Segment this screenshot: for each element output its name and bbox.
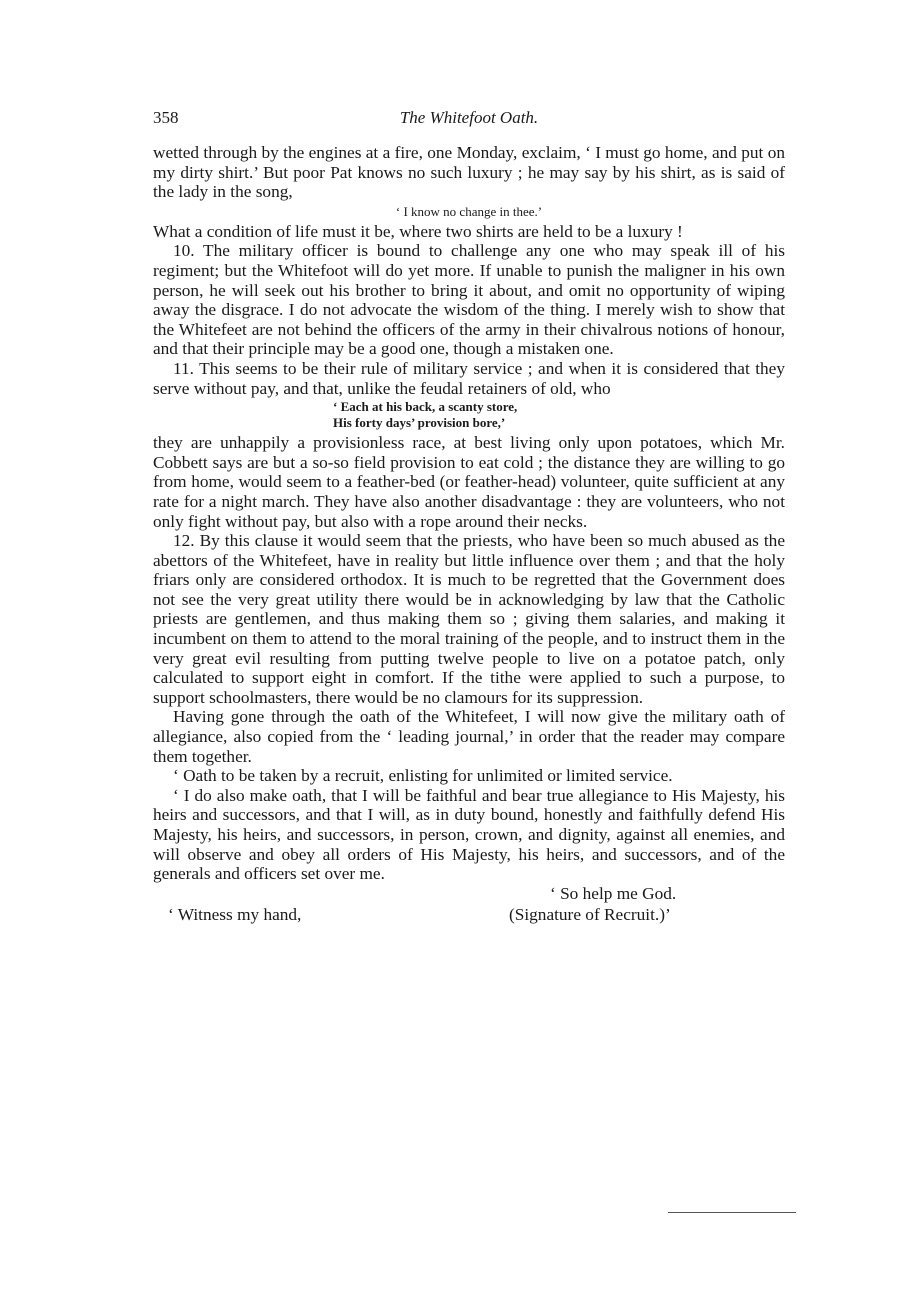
signature-line-2	[153, 904, 785, 926]
running-header	[153, 108, 785, 134]
paragraph-10: 10. The military officer is bound to challenge any one who may speak ill of his regiment; but the Whitefoot will do yet more. If unable to punish the maligner in his own person, he will seek out his brother to bring it about, and omit no opportunity of wiping away the disgrace. I do not advocate the wisdom of the thing. I merely wish to show that the Whitefeet are not behind the officers of the army in their chivalrous notions of honour, and that their principle may be a good one, though a mistaken one.	[153, 241, 785, 359]
paragraph-having-gone: Having gone through the oath of the Whitefeet, I will now give the military oath of allegiance, also copied from the ‘ leading journal,’ in order that the reader may compare them together.	[153, 707, 785, 766]
paragraph-oath: ‘ I do also make oath, that I will be faithful and bear true allegiance to His Majesty, his heirs and successors, and that I will, as in duty bound, honestly and faithfully defend His Majesty, his heirs, and successors, in person, crown, and dignity, against all enemies, and will observe and obey all orders of His Majesty, his heirs, and successors, and of the generals and officers set over me.	[153, 785, 785, 884]
paragraph-11-continued: they are unhappily a provisionless race, at best living only upon potatoes, which Mr. Cobbett says are but a so-so field provision to eat cold ; the distance they are willing to go from home, would seem to a feather-bed (or feather-head) volunteer, quite sufficient at any rate for a night march. They have also another disadvantage : they are volunteers, who not only fight without pay, but also with a rope around their necks.	[153, 433, 785, 531]
page-number: 358	[153, 108, 179, 127]
running-title: The Whitefoot Oath.	[399, 108, 539, 127]
so-help-me-god: ‘ So help me God.	[550, 883, 677, 903]
verse-quote-song: ‘ I know no change in thee.’	[395, 203, 543, 219]
paragraph-11: 11. This seems to be their rule of military service ; and when it is considered that they serve without pay, and that, unlike the feudal retainers of old, who	[153, 358, 785, 398]
footer-rule	[668, 1212, 796, 1213]
paragraph-condition: What a condition of life must it be, where two shirts are held to be a luxury !	[153, 221, 683, 241]
witness-my-hand: ‘ Witness my hand,	[168, 904, 302, 924]
paragraph-oath-title: ‘ Oath to be taken by a recruit, enlisting for unlimited or limited service.	[173, 766, 673, 786]
signature-line-1	[153, 884, 785, 904]
page-body	[153, 143, 785, 926]
verse-quote-line-1: ‘ Each at his back, a scanty store,	[333, 399, 518, 415]
paragraph-intro: wetted through by the engines at a fire, one Monday, exclaim, ‘ I must go home, and put on my dirty shirt.’ But poor Pat knows no such luxury ; he may say by his shirt, as is said of the lady in the song,	[153, 143, 785, 202]
paragraph-12: 12. By this clause it would seem that the priests, who have been so much abused as the abettors of the Whitefeet, have in reality but little influence over them ; and that the holy friars only are considered orthodox. It is much to be regretted that the Government does not see the very great utility there would be in acknowledging by law that the Catholic priests are gentlemen, and thus making them so ; giving them salaries, and making it incumbent on them to attend to the moral training of the people, and to instruct them in the very great evil resulting from putting twelve people to live on a potatoe patch, only calculated to support eight in comfort. If the tithe were applied to such a purpose, to support schoolmasters, there would be no clamours for its suppression.	[153, 531, 785, 707]
verse-quote-line-2: His forty days’ provision bore,’	[333, 415, 506, 431]
signature-of-recruit: (Signature of Recruit.)’	[509, 904, 671, 924]
